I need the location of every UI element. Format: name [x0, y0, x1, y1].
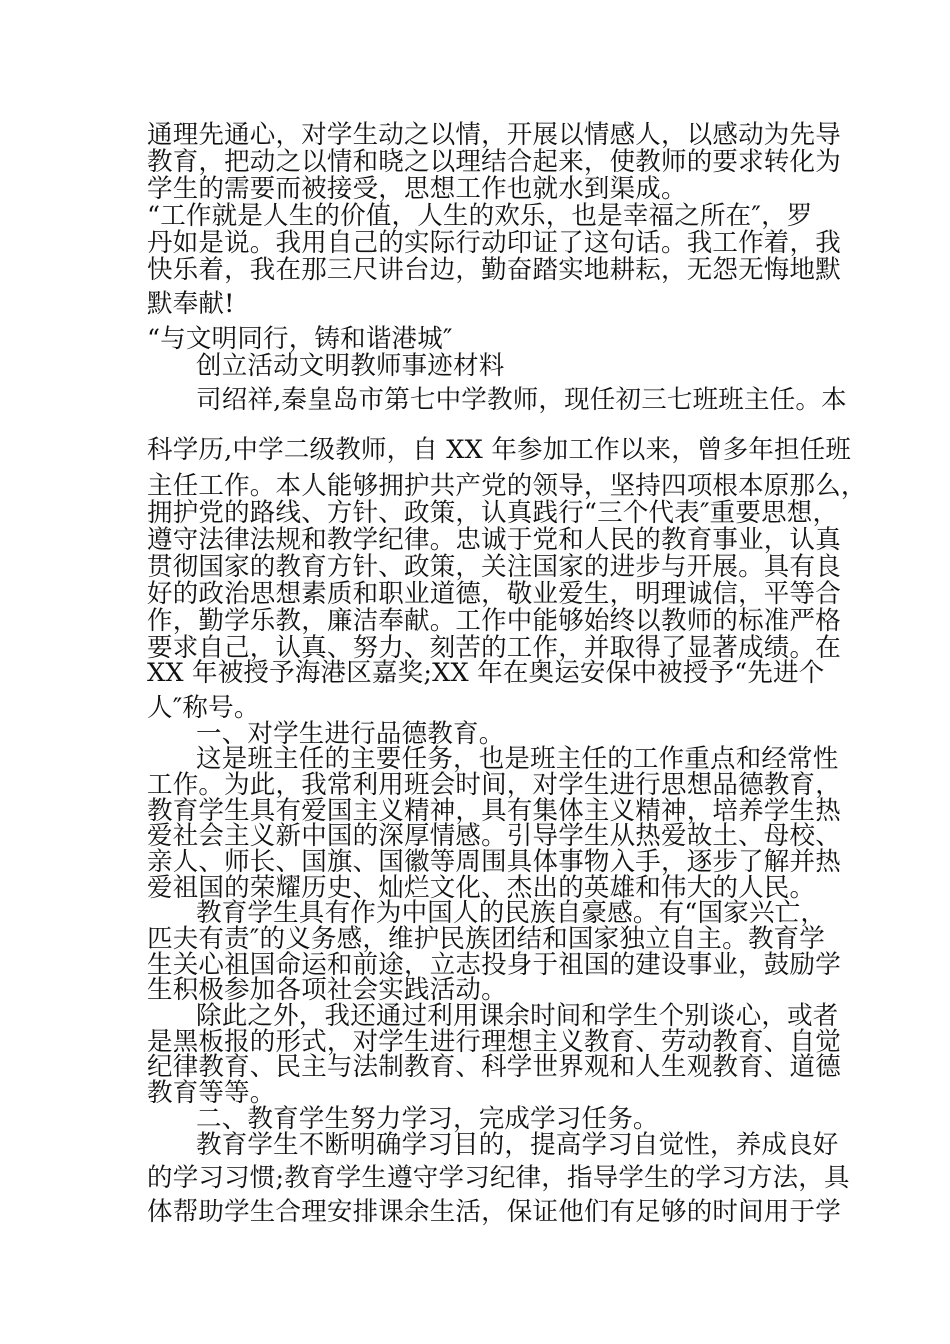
- section-heading: 一、对学生进行品德教育。: [196, 719, 505, 749]
- text-line: 丹如是说。我用自己的实际行动印证了这句话。我工作着，我: [147, 228, 841, 258]
- text-line: 除此之外，我还通过利用课余时间和学生个别谈心，或者: [196, 1001, 839, 1031]
- text-line: XX 年被授予海港区嘉奖;XX 年在奥运安保中被授予“先进个: [147, 658, 825, 688]
- text-line: 遵守法律法规和教学纪律。忠诚于党和人民的教育事业，认真: [147, 525, 841, 555]
- text-line: 默奉献!: [147, 289, 235, 319]
- text-line: 生积极参加各项社会实践活动。: [147, 975, 507, 1005]
- text-line: 科学历,中学二级教师，自 XX 年参加工作以来，曾多年担任班: [147, 435, 852, 465]
- text-line: 教育等等。: [147, 1078, 276, 1108]
- text-line: 要求自己，认真、努力、刻苦的工作，并取得了显著成绩。在: [147, 633, 841, 663]
- text-line: 爱社会主义新中国的深厚情感。引导学生从热爱故土、母校、: [147, 821, 841, 851]
- text-line: 教育学生具有作为中国人的民族自豪感。有“国家兴亡，: [196, 898, 827, 928]
- text-line: 教育学生不断明确学习目的，提高学习自觉性，养成良好: [196, 1130, 839, 1160]
- text-line: 这是班主任的主要任务，也是班主任的工作重点和经常性: [196, 744, 839, 774]
- text-line: 体帮助学生合理安排课余生活，保证他们有足够的时间用于学: [147, 1197, 841, 1227]
- text-line: “工作就是人生的价值，人生的欢乐，也是幸福之所在″，罗: [147, 201, 813, 231]
- text-line: 司绍祥,秦皇岛市第七中学教师，现任初三七班班主任。本: [196, 385, 847, 415]
- text-line: 纪律教育、民主与法制教育、科学世界观和人生观教育、道德: [147, 1052, 841, 1082]
- heading-line: 创立活动文明教师事迹材料: [196, 351, 505, 381]
- text-line: 拥护党的路线、方针、政策，认真践行“三个代表″重要思想，: [147, 498, 839, 528]
- text-line: 爱祖国的荣耀历史、灿烂文化、杰出的英雄和伟大的人民。: [147, 873, 816, 903]
- text-line: 通理先通心，对学生动之以情，开展以情感人，以感动为先导: [147, 120, 841, 150]
- heading-line: “与文明同行，铸和谐港城″: [147, 324, 453, 354]
- text-line: 教育学生具有爱国主义精神，具有集体主义精神，培养学生热: [147, 796, 841, 826]
- text-line: 快乐着，我在那三尺讲台边，勤奋踏实地耕耘，无怨无悔地默: [147, 255, 841, 285]
- text-line: 生关心祖国命运和前途，立志投身于祖国的建设事业，鼓励学: [147, 950, 841, 980]
- text-line: 贯彻国家的教育方针、政策，关注国家的进步与开展。具有良: [147, 552, 841, 582]
- text-line: 亲人、师长、国旗、国徽等周围具体事物入手，逐步了解并热: [147, 847, 841, 877]
- text-line: 是黑板报的形式，对学生进行理想主义教育、劳动教育、自觉: [147, 1027, 841, 1057]
- text-line: 学生的需要而被接受，思想工作也就水到渠成。: [147, 174, 687, 204]
- text-line: 的学习习惯;教育学生遵守学习纪律，指导学生的学习方法，具: [147, 1163, 850, 1193]
- text-line: 主任工作。本人能够拥护共产党的领导，坚持四项根本原那么，: [147, 471, 867, 501]
- text-line: 工作。为此，我常利用班会时间，对学生进行思想品德教育，: [147, 770, 841, 800]
- text-line: 好的政治思想素质和职业道德，敬业爱生，明理诚信，平等合: [147, 579, 841, 609]
- text-line: 作，勤学乐教，廉洁奉献。工作中能够始终以教师的标准严格: [147, 606, 841, 636]
- text-line: 匹夫有责″的义务感，维护民族团结和国家独立自主。教育学: [147, 924, 825, 954]
- text-line: 教育，把动之以情和晓之以理结合起来，使教师的要求转化为: [147, 147, 841, 177]
- text-line: 人″称号。: [147, 693, 260, 723]
- section-heading: 二、教育学生努力学习，完成学习任务。: [196, 1104, 659, 1134]
